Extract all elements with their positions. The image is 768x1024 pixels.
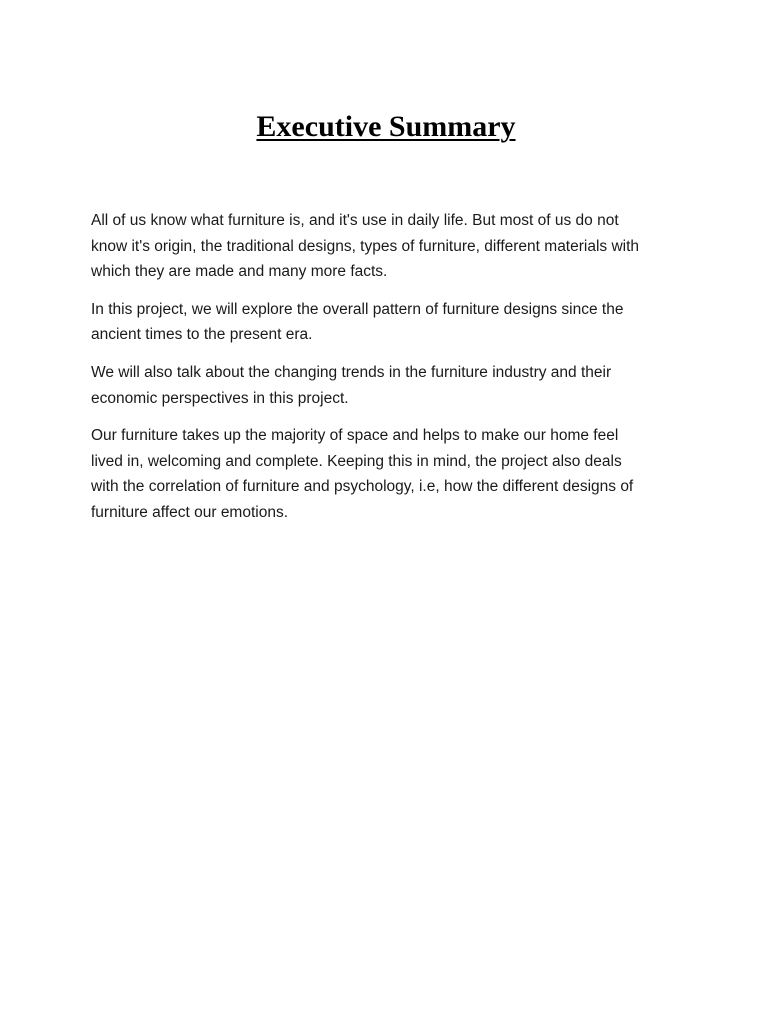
paragraph-line: furniture affect our emotions. <box>91 503 289 521</box>
paragraph-line: economic perspectives in this project. <box>91 389 349 407</box>
paragraph-line: We will also talk about the changing trends in the furniture industry and their <box>91 363 612 381</box>
paragraph-line: with the correlation of furniture and psychology, i.e, how the different designs of <box>91 478 634 496</box>
paragraph-line: which they are made and many more facts. <box>91 263 388 281</box>
document-body <box>91 208 691 538</box>
paragraph-line: lived in, welcoming and complete. Keeping this in mind, the project also deals <box>91 452 622 470</box>
paragraph-line: In this project, we will explore the overall pattern of furniture designs since the <box>91 300 624 318</box>
paragraph-line: All of us know what furniture is, and it's use in daily life. But most of us do not <box>91 212 619 229</box>
paragraph-line: know it's origin, the traditional designs, types of furniture, different materials with <box>91 237 640 255</box>
page-title: Executive Summary <box>256 110 516 143</box>
paragraph-project-scope <box>91 297 691 348</box>
paragraph-trends <box>91 360 691 411</box>
paragraph-psychology <box>91 423 691 525</box>
paragraph-intro <box>91 208 691 285</box>
paragraph-line: ancient times to the present era. <box>91 326 313 344</box>
paragraph-line: Our furniture takes up the majority of space and helps to make our home feel <box>91 427 619 445</box>
